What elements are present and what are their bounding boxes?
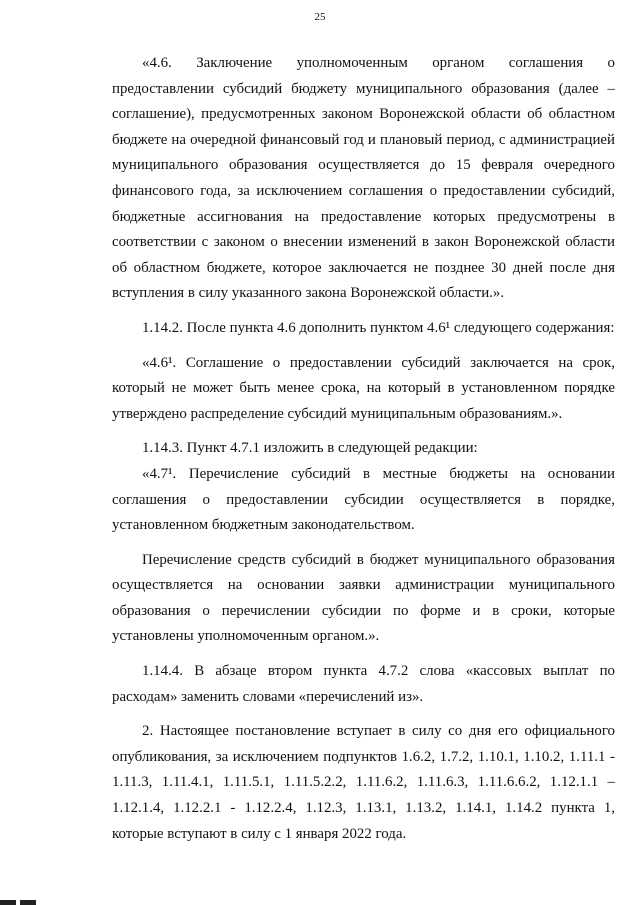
document-body [112, 51, 615, 847]
paragraph-effective-date: 2. Настоящее постановление вступает в силу со дня его официального опубликования, за исключением подпунктов 1.6.2, 1.7.2, 1.10.1, 1.10.2, 1.11.1 - 1.11.3, 1.11.4.1, 1.11.5.1, 1.11.5.2.2, 1.11.6.2, 1.11.6.3, 1.11.6.6.2, 1.12.1.1 – 1.12.1.4, 1.12.2.1 - 1.12.2.4, 1.12.3, 1.13.1, 1.13.2, 1.14.1, 1.14.2 пункта 1, которые вступают в силу с 1 января 2022 года. [112, 723, 615, 842]
paragraph-transfer-funds: Перечисление средств субсидий в бюджет муниципального образования осуществляется на основании заявки администрации муниципального образования о перечислении субсидии по форме и в сроки, которые установлены уполномоченным органом.». [112, 551, 615, 645]
page-number: 25 [314, 11, 326, 23]
paragraph-1-14-3: 1.14.3. Пункт 4.7.1 изложить в следующей редакции: [142, 440, 478, 457]
paragraph-4-7-1: «4.7¹. Перечисление субсидий в местные бюджеты на основании соглашения о предоставлении субсидии осуществляется в порядке, установленном бюджетным законодательством. [112, 465, 615, 534]
paragraph-1-14-4: 1.14.4. В абзаце втором пункта 4.7.2 слова «кассовых выплат по расходам» заменить словами «перечислений из». [112, 663, 615, 705]
paragraph-1-14-2: 1.14.2. После пункта 4.6 дополнить пунктом 4.6¹ следующего содержания: [142, 319, 615, 336]
paragraph-4-6-1: «4.6¹. Соглашение о предоставлении субсидий заключается на срок, который не может быть менее срока, на который в установленном порядке утверждено распределение субсидий муниципальным образованиям.». [112, 354, 615, 422]
paragraph-4-6: «4.6. Заключение уполномоченным органом соглашения о предоставлении субсидий бюджету муниципального образования (далее – соглашение), предусмотренных законом Воронежской области об областном бюджете на очередной финансовый год и плановый период, с администрацией муниципального образования осуществляется до 15 февраля очередного финансового года, за исключением соглашения о предоставлении субсидий, бюджетные ассигнования на предоставление которых предусмотрены в соответствии с законом о внесении изменений в закон Воронежской области об областном бюджете, которое заключается не позднее 30 дней после дня вступления в силу указанного закона Воронежской области.». [112, 55, 615, 302]
scan-corner-mark [0, 900, 40, 905]
